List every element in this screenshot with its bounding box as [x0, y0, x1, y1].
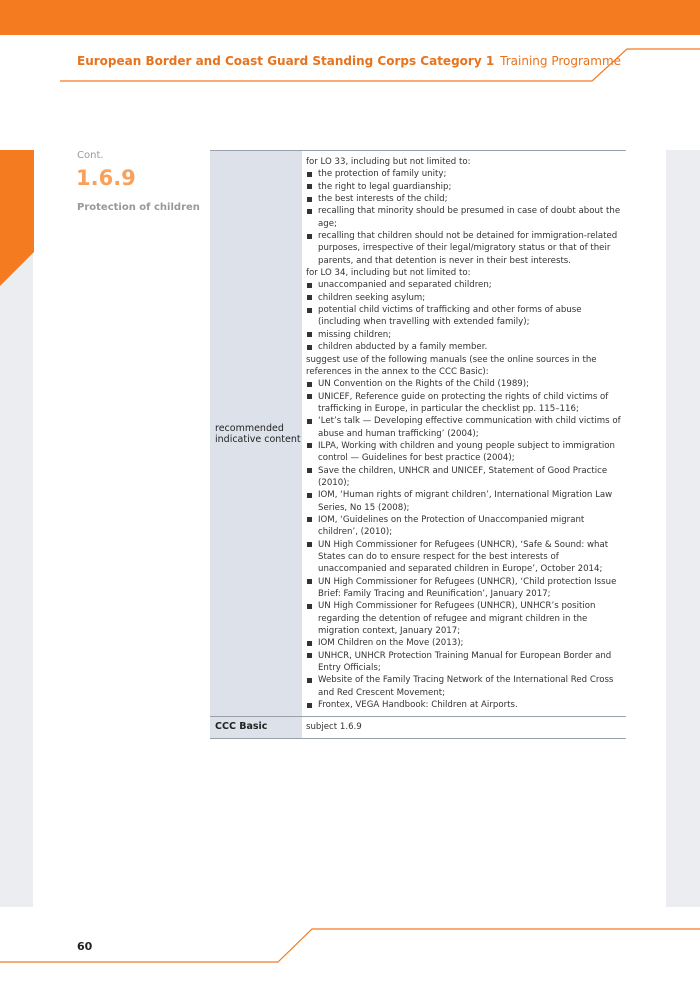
running-header — [77, 54, 621, 68]
table-row — [210, 150, 626, 716]
bullet-item: IOM, ‘Guidelines on the Protection of Unaccompanied migrant children’, (2010); — [306, 514, 623, 539]
bullet-item: UN High Commissioner for Refugees (UNHCR), UNHCR’s position regarding the detention of refugee and migrant children in the migration context, January 2017; — [306, 600, 623, 637]
bullet-item: UNICEF, Reference guide on protecting the rights of child victims of trafficking in Europe, in particular the checklist pp. 115–116; — [306, 391, 623, 416]
right-margin-panel — [666, 150, 700, 907]
ccc-basic-label: CCC Basic — [210, 717, 302, 737]
bullet-item: UN High Commissioner for Refugees (UNHCR), ‘Safe & Sound: what States can do to ensure respect for the best interests of unaccompanied and separated children in Europe’, October 2014; — [306, 539, 623, 576]
content-table — [210, 150, 626, 739]
bullet-item: recalling that children should not be detained for immigration-related purposes, irrespective of their legal/migratory status or that of their parents, and that detention is never in their best interests. — [306, 230, 623, 267]
bullet-item: Website of the Family Tracing Network of the International Red Cross and Red Crescent Movement; — [306, 674, 623, 699]
bullet-item: missing children; — [306, 329, 623, 341]
bullet-item: IOM Children on the Move (2013); — [306, 637, 623, 649]
bullet-item: UN High Commissioner for Refugees (UNHCR), ‘Child protection Issue Brief: Family Tracing and Reunification’, January 2017; — [306, 576, 623, 601]
bullet-item: potential child victims of trafficking and other forms of abuse (including when travelling with extended family); — [306, 304, 623, 329]
section-number: 1.6.9 — [76, 166, 136, 190]
continued-label: Cont. — [77, 150, 104, 161]
orange-side-tab — [0, 150, 34, 286]
bullet-item: the best interests of the child; — [306, 193, 623, 205]
bullet-item: the right to legal guardianship; — [306, 181, 623, 193]
bullet-item: recalling that minority should be presumed in case of doubt about the age; — [306, 205, 623, 230]
header-title-light: Training Programme — [500, 54, 622, 68]
bullet-item: IOM, ‘Human rights of migrant children’, International Migration Law Series, No 15 (2008); — [306, 489, 623, 514]
page-number: 60 — [77, 940, 93, 953]
bullet-item: Save the children, UNHCR and UNICEF, Statement of Good Practice (2010); — [306, 465, 623, 490]
recommended-label: recommended indicative content — [215, 422, 301, 445]
header-title-bold: European Border and Coast Guard Standing Corps Category 1 — [77, 54, 495, 68]
bullet-item: unaccompanied and separated children; — [306, 279, 623, 291]
content-paragraph: suggest use of the following manuals (see the online sources in the references in the annex to the CCC Basic): — [306, 354, 597, 377]
content-paragraph: for LO 33, including but not limited to: — [306, 157, 471, 167]
bullet-item: children seeking asylum; — [306, 292, 623, 304]
bullet-item: ‘Let’s talk — Developing effective communication with child victims of abuse and human trafficking’ (2004); — [306, 415, 623, 440]
bullet-item: UNHCR, UNHCR Protection Training Manual for European Border and Entry Officials; — [306, 650, 623, 675]
row-label — [210, 151, 302, 716]
bullet-item: UN Convention on the Rights of the Child (1989); — [306, 378, 623, 390]
bullet-item: children abducted by a family member. — [306, 341, 623, 353]
bullet-item: the protection of family unity; — [306, 168, 623, 180]
table-row — [210, 716, 626, 738]
recommended-content — [302, 151, 626, 716]
section-title: Protection of children — [77, 202, 200, 213]
ccc-basic-value: subject 1.6.9 — [306, 722, 362, 733]
bullet-item: ILPA, Working with children and young people subject to immigration control — Guidelines for best practice (2004); — [306, 440, 623, 465]
content-paragraph: for LO 34, including but not limited to: — [306, 268, 471, 279]
bullet-item: Frontex, VEGA Handbook: Children at Airports. — [306, 699, 623, 711]
